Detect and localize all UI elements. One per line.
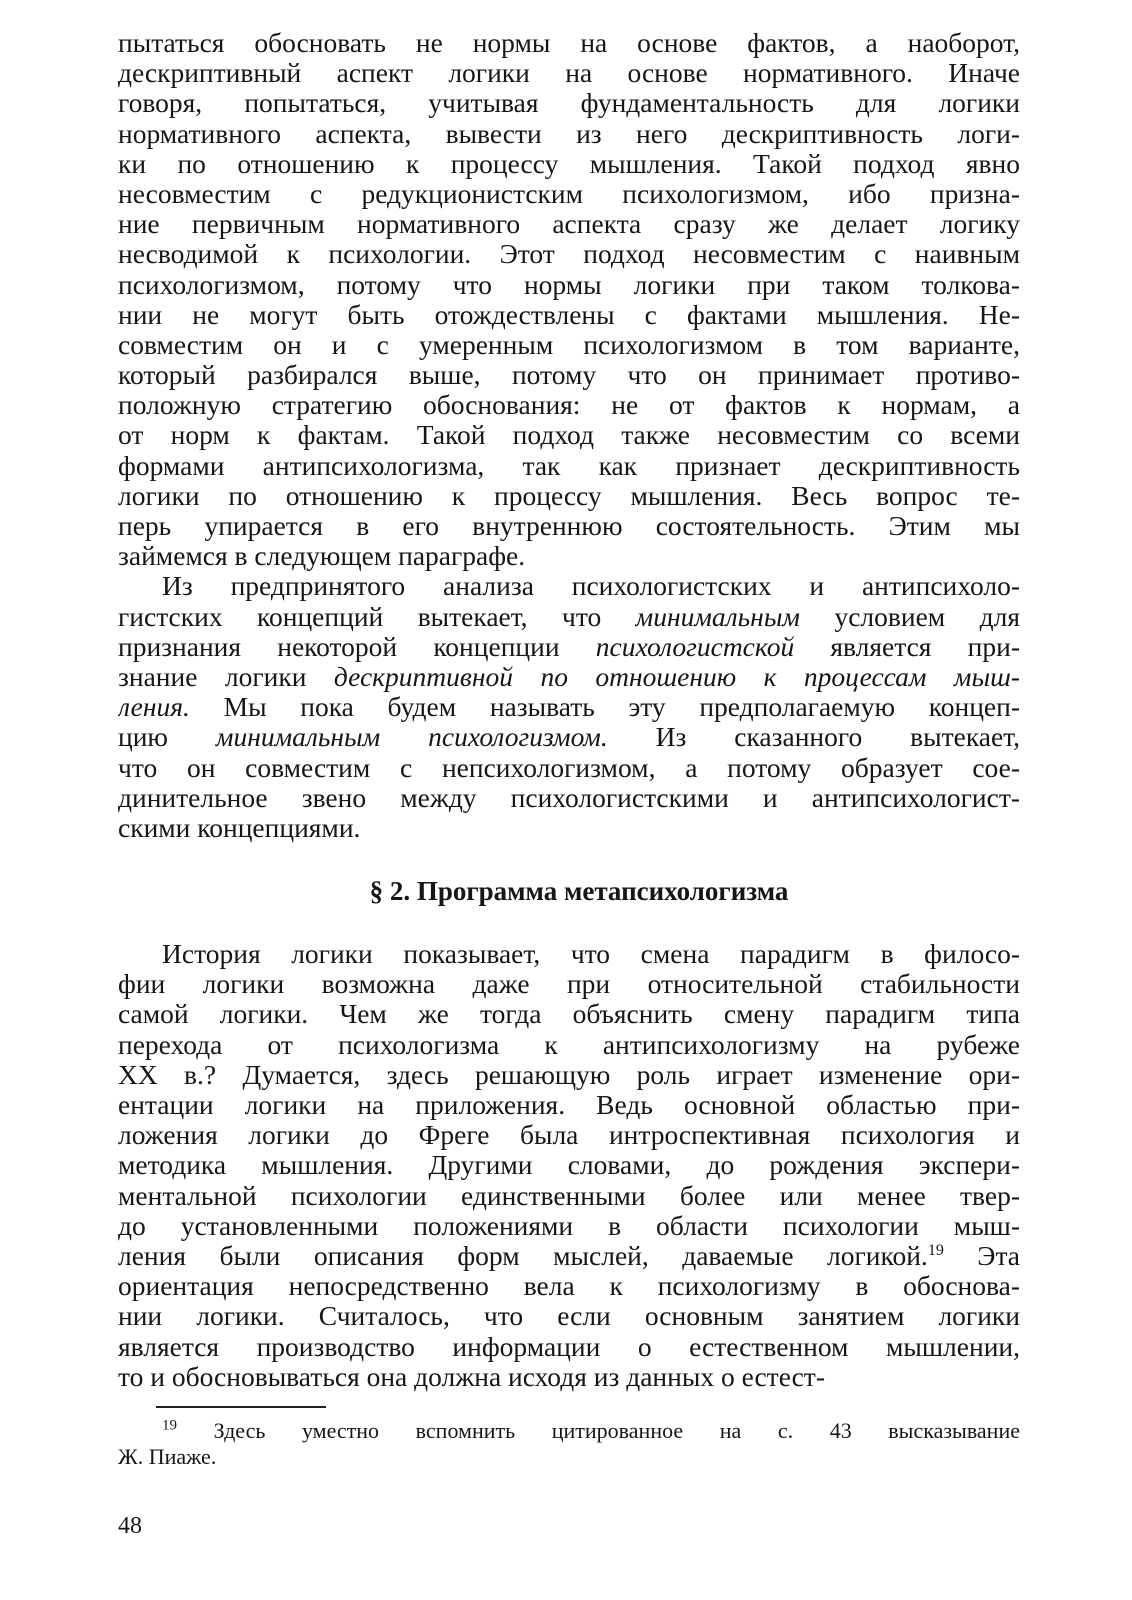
text-fragment: Из предпринятого анализа психологистских и антипсихоло-: [162, 571, 1020, 602]
text-fragment: пытаться обосновать не нормы на основе фактов, а наоборот,: [118, 28, 1020, 58]
text-line: [118, 511, 1020, 541]
text-line: [118, 58, 1020, 88]
text-line: [118, 999, 1020, 1029]
text-line: [118, 1241, 1020, 1271]
footnote-marker: 19: [162, 1417, 177, 1434]
text-fragment: ориентация непосредственно вела к психологизму в обоснова-: [118, 1271, 1020, 1302]
text-fragment: ние первичным нормативного аспекта сразу же делает логику: [118, 209, 1020, 240]
text-fragment: знание логики: [118, 661, 334, 692]
text-fragment: ложения логики до Фреге была интроспективная психология и: [118, 1120, 1020, 1151]
text-line: [118, 632, 1020, 662]
page-number: 48: [118, 1513, 142, 1539]
page-content: [118, 28, 1020, 1470]
text-fragment: гистских концепций вытекает, что: [118, 601, 636, 632]
text-line: [118, 1060, 1020, 1090]
text-line: [118, 939, 1020, 969]
text-fragment: динительное звено между психологистскими и антипсихологист-: [118, 782, 1020, 813]
text-block-1: [118, 28, 1020, 843]
text-fragment: ки по отношению к процессу мышления. Такой подход явно: [118, 148, 1020, 179]
text-fragment: цию: [118, 722, 216, 753]
text-fragment: фии логики возможна даже при относительной стабильности: [118, 969, 1020, 1000]
text-fragment: совместим он и с умеренным психологизмом в том варианте,: [118, 329, 1020, 360]
text-line: [118, 451, 1020, 481]
text-fragment: перь упирается в его внутреннюю состоятельность. Этим мы: [118, 511, 1020, 541]
text-line: [118, 88, 1020, 118]
text-fragment: формами антипсихологизма, так как признает дескриптивность: [118, 450, 1020, 481]
text-line: [118, 239, 1020, 269]
text-line: [118, 1030, 1020, 1060]
text-fragment: логики по отношению к процессу мышления. Весь вопрос те-: [118, 480, 1020, 511]
text-line: [118, 28, 1020, 58]
footnote-line-1: [118, 1418, 1020, 1444]
italic-text: минимальным психологизмом.: [215, 722, 608, 753]
text-fragment: несовместим с редукционистским психологизмом, ибо призна-: [118, 178, 1020, 209]
text-line: [118, 149, 1020, 179]
italic-text: дескриптивной по отношению к процессам мыш-: [333, 661, 1020, 692]
text-line: [118, 1181, 1020, 1211]
text-line: [118, 1332, 1020, 1362]
text-fragment: нии логики. Считалось, что если основным занятием логики: [118, 1301, 1020, 1332]
text-line: [118, 330, 1020, 360]
text-line: [118, 813, 1020, 843]
text-line: [118, 1090, 1020, 1120]
text-fragment: займемся в следующем параграфе.: [118, 541, 526, 572]
text-fragment: то и обосновываться она должна исходя из данных о естест-: [118, 1361, 825, 1392]
text-fragment: что он совместим с непсихологизмом, а потому образует сое-: [118, 752, 1020, 783]
text-line: [118, 1362, 1020, 1392]
text-line: [118, 300, 1020, 330]
text-line: [118, 179, 1020, 209]
text-line: [118, 1271, 1020, 1301]
text-fragment: методика мышления. Другими словами, до рождения экспери-: [118, 1150, 1020, 1181]
text-line: [118, 662, 1020, 692]
text-fragment: ентации логики на приложения. Ведь основной областью при-: [118, 1090, 1020, 1120]
text-fragment: который разбирался выше, потому что он принимает противо-: [118, 360, 1020, 391]
italic-text: психологистской: [595, 631, 795, 662]
text-line: [118, 481, 1020, 511]
text-line: [118, 1211, 1020, 1241]
italic-text: минимальным: [635, 601, 800, 632]
text-fragment: Мы пока будем называть эту предполагаемую концеп-: [189, 692, 1020, 723]
text-line: [118, 783, 1020, 813]
footnote: [118, 1418, 1020, 1470]
text-line: [118, 119, 1020, 149]
italic-text: ления.: [118, 692, 190, 723]
text-fragment: нормативного аспекта, вывести из него дескриптивность логи-: [118, 118, 1020, 149]
footnote-line-2: Ж. Пиаже.: [118, 1443, 217, 1469]
section-heading: § 2. Программа метапсихологизма: [369, 876, 789, 907]
text-line: [118, 1120, 1020, 1150]
text-line: [118, 969, 1020, 999]
text-line: [118, 390, 1020, 420]
text-fragment: до установленными положениями в области психологии мыш-: [118, 1210, 1020, 1241]
text-line: [118, 360, 1020, 390]
text-line: [118, 209, 1020, 239]
text-fragment: скими концепциями.: [118, 812, 361, 843]
text-fragment: от норм к фактам. Такой подход также несовместим со всеми: [118, 420, 1020, 451]
text-line: [118, 692, 1020, 722]
text-fragment: несводимой к психологии. Этот подход несовместим с наивным: [118, 239, 1020, 270]
text-fragment: является при-: [794, 631, 1020, 662]
text-fragment: признания некоторой концепции: [118, 631, 596, 662]
text-fragment: дескриптивный аспект логики на основе нормативного. Иначе: [118, 58, 1020, 89]
text-fragment: психологизмом, потому что нормы логики при таком толкова-: [118, 269, 1020, 300]
text-fragment: История логики показывает, что смена парадигм в филосо-: [162, 939, 1020, 970]
text-line: [118, 1150, 1020, 1180]
text-fragment: положную стратегию обоснования: не от фактов к нормам, а: [118, 390, 1020, 421]
text-line: [118, 571, 1020, 601]
text-line: [118, 541, 1020, 571]
footnote-text-1: Здесь уместно вспомнить цитированное на с. 43 высказывание: [213, 1417, 1020, 1443]
text-line: [118, 420, 1020, 450]
text-fragment: нии не могут быть отождествлены с фактами мышления. Не-: [118, 299, 1020, 330]
text-fragment: перехода от психологизма к антипсихологизму на рубеже: [118, 1029, 1020, 1060]
text-fragment: ления были описания форм мыслей, даваемые логикой.: [118, 1240, 928, 1271]
text-line: [118, 270, 1020, 300]
text-line: [118, 753, 1020, 783]
text-line: [118, 722, 1020, 752]
text-line: [118, 1301, 1020, 1331]
text-fragment: является производство информации о естественном мышлении,: [118, 1331, 1020, 1362]
text-fragment: Из сказанного вытекает,: [607, 722, 1020, 753]
text-line: [118, 602, 1020, 632]
footnote-reference: 19: [927, 1241, 944, 1259]
text-fragment: говоря, попытаться, учитывая фундаментальность для логики: [118, 88, 1020, 119]
text-fragment: ментальной психологии единственными более или менее твер-: [118, 1180, 1020, 1211]
text-fragment: условием для: [800, 601, 1020, 632]
text-block-2: [118, 939, 1020, 1392]
text-fragment: самой логики. Чем же тогда объяснить смену парадигм типа: [118, 999, 1020, 1030]
text-fragment: Эта: [943, 1240, 1020, 1271]
text-fragment: XX в.? Думается, здесь решающую роль играет изменение ори-: [118, 1059, 1020, 1090]
footnote-separator: [156, 1406, 326, 1408]
